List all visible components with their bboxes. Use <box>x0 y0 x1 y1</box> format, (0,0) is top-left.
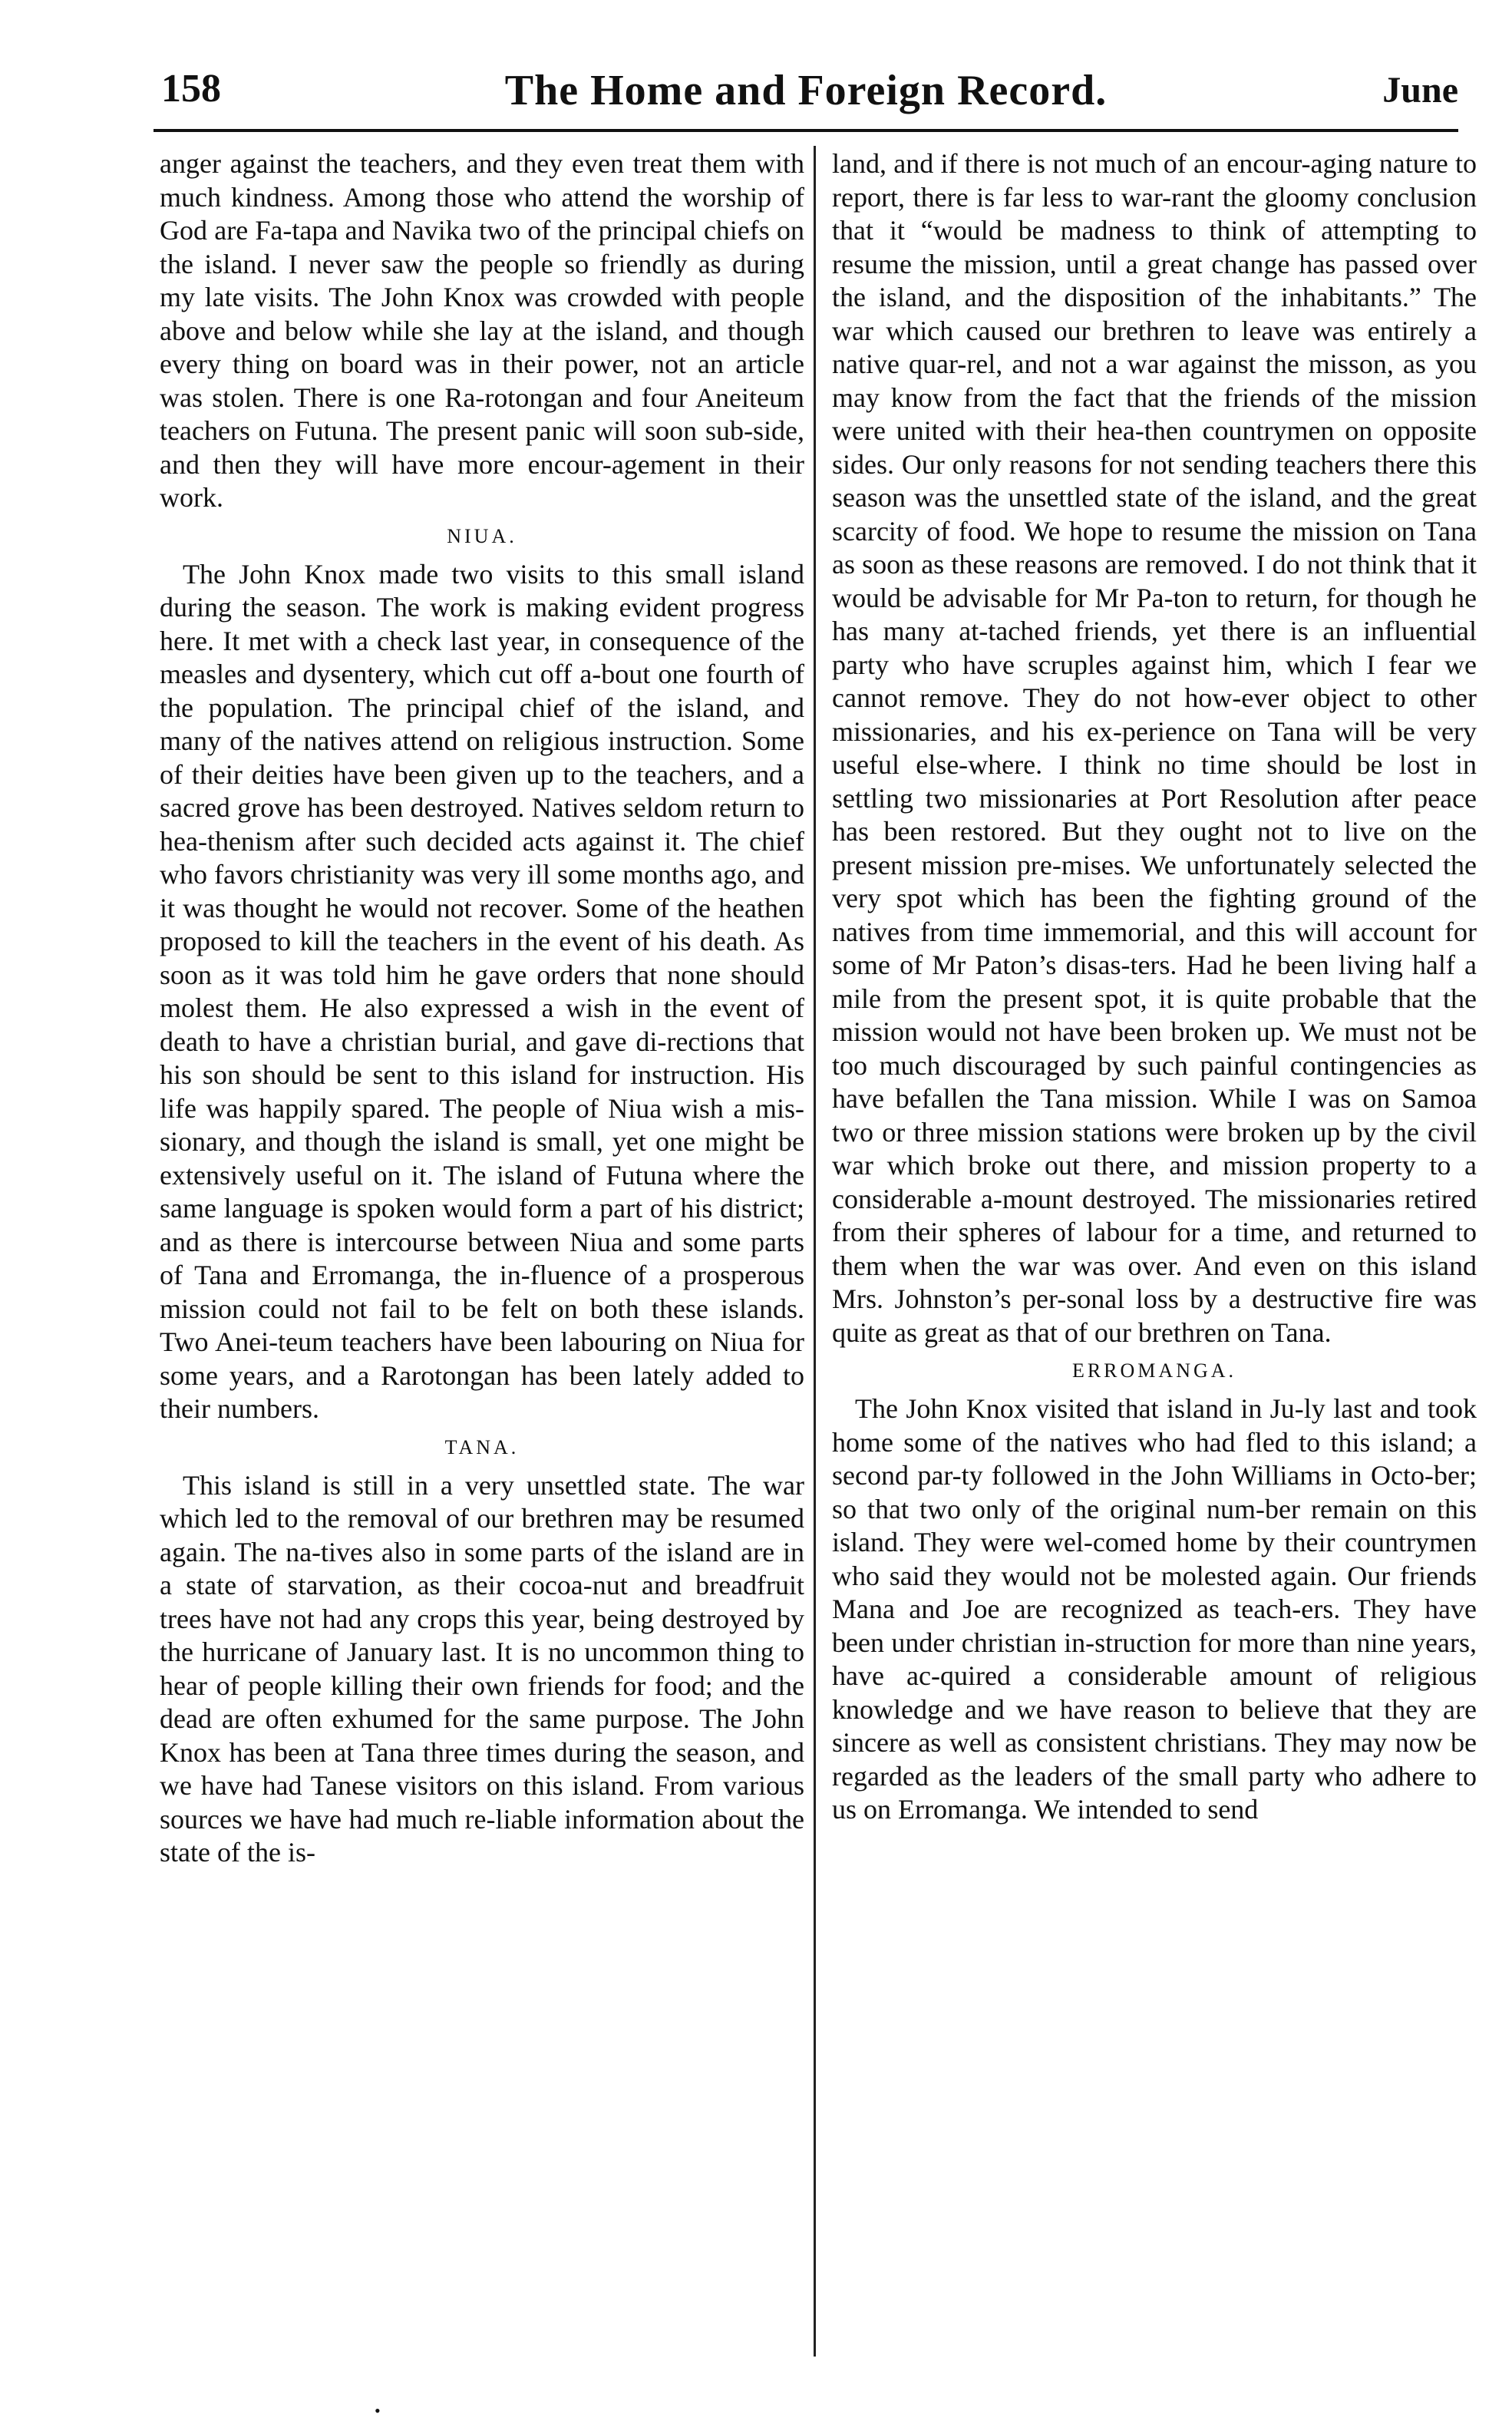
issue-month: June <box>1382 70 1458 111</box>
paragraph-tana-continued: land, and if there is not much of an encour-aging nature to report, there is far less to war-rant the gloomy conclusion that it “would be madness to think of attempting to resume the mission, until a great change has passed over the island, and the disposition of the inhabitants.” The war which caused our brethren to leave was entirely a native quar-rel, and not a war against the misson, as you may know from the fact that the friends of the mission were united with their hea-then countrymen on opposite sides. Our only reasons for not sending teachers there this season was the unsettled state of the island, and the great scarcity of food. We hope to resume the mission on Tana as soon as these reasons are removed. I do not think that it would be advisable for Mr Pa-ton to return, for though he has many at-tached friends, yet there is an influential party who have scruples against him, which I fear we cannot remove. They do not how-ever object to other missionaries, and his ex-perience on Tana will be very useful else-where. I think no time should be lost in settling two missionaries at Port Resolution after peace has been restored. But they ought not to live on the present mission pre-mises. We unfortunately selected the very spot which has been the fighting ground of the natives from time immemorial, and this will account for some of Mr Paton’s disas-ters. Had he been living half a mile from the present spot, it is quite probable that the mission would not have been broken up. We must not be too much discouraged by such painful contingencies as have befallen the Tana mission. While I was on Samoa two or three mission stations were broken up by the civil war which broke out there, and mission property to a considerable a-mount destroyed. The missionaries retired from their spheres of labour for a time, and returned to them when the war was over. And even on this island Mrs. Johnston’s per-sonal loss by a destructive fire was quite as great as that of our brethren on Tana. <box>832 148 1477 1348</box>
section-heading-tana: TANA. <box>444 1435 520 1458</box>
left-column <box>160 147 804 1870</box>
paragraph-futuna-continued: anger against the teachers, and they even treat them with much kindness. Among those who attend the worship of God are Fa-tapa and Navika two of the principal chiefs on the island. I never saw the people so friendly as during my late visits. The John Knox was crowded with people above and below while she lay at the island, and though every thing on board was in their power, not an article was stolen. There is one Ra-rotongan and four Aneiteum teachers on Futuna. The present panic will soon sub-side, and then they will have more encour-agement in their work. <box>160 148 804 513</box>
paragraph-erromanga: The John Knox visited that island in Ju-ly last and took home some of the natives who had fled to this island; a second par-ty followed in the John Williams in Octo-ber; so that two only of the original num-ber remain on this island. They were wel-comed home by their countrymen who said they would not be molested again. Our friends Mana and Joe are recognized as teach-ers. They have been under christian in-struction for more than nine years, have ac-quired a considerable amount of religious knowledge and we have reason to believe that they are sincere as well as consistent christians. They may now be regarded as the leaders of the small party who adhere to us on Erromanga. We intended to send <box>832 1393 1477 1825</box>
page-number: 158 <box>161 67 221 111</box>
column-divider <box>814 146 816 2357</box>
paragraph-niua: The John Knox made two visits to this small island during the season. The work is making evident progress here. It met with a check last year, in consequence of the measles and dysentery, which cut off a-bout one fourth of the population. The principal chief of the island, and many of the natives attend on religious instruction. Some of their deities have been given up to the teachers, and a sacred grove has been destroyed. Natives seldom return to hea-thenism after such decided acts against it. The chief who favors christianity was very ill some months ago, and it was thought he would not recover. Some of the heathen proposed to kill the teachers in the event of his death. As soon as it was told him he gave orders that none should molest them. He also expressed a wish in the event of death to have a christian burial, and gave di-rections that his son should be sent to this island for instruction. His life was happily spared. The people of Niua wish a mis-sionary, and though the island is small, yet one might be extensively useful on it. The island of Futuna where the same language is spoken would form a part of his district; and as there is intercourse between Niua and some parts of Tana and Erromanga, the in-fluence of a prosperous mission could not fail to be felt on both these islands. Two Anei-teum teachers have been labouring on Niua for some years, and a Rarotongan has been lately added to their numbers. <box>160 558 804 1424</box>
paragraph-tana: This island is still in a very unsettled state. The war which led to the removal of our brethren may be resumed again. The na-tives also in some parts of the island are in a state of starvation, as their cocoa-nut and breadfruit trees have not had any crops this year, being destroyed by the hurricane of January last. It is no uncommon thing to hear of people killing their own friends for food; and the dead are often exhumed for the same purpose. The John Knox has been at Tana three times during the season, and we have had Tanese visitors on this island. From various sources we have had much re-liable information about the state of the is- <box>160 1469 804 1868</box>
section-heading-niua: NIUA. <box>447 524 517 547</box>
right-column <box>832 147 1477 1827</box>
footer-mark: • <box>375 2401 381 2420</box>
header-rule <box>154 129 1458 132</box>
journal-title: The Home and Foreign Record. <box>504 67 1108 114</box>
page-header <box>154 66 1458 127</box>
section-heading-erromanga: ERROMANGA. <box>1071 1359 1237 1382</box>
